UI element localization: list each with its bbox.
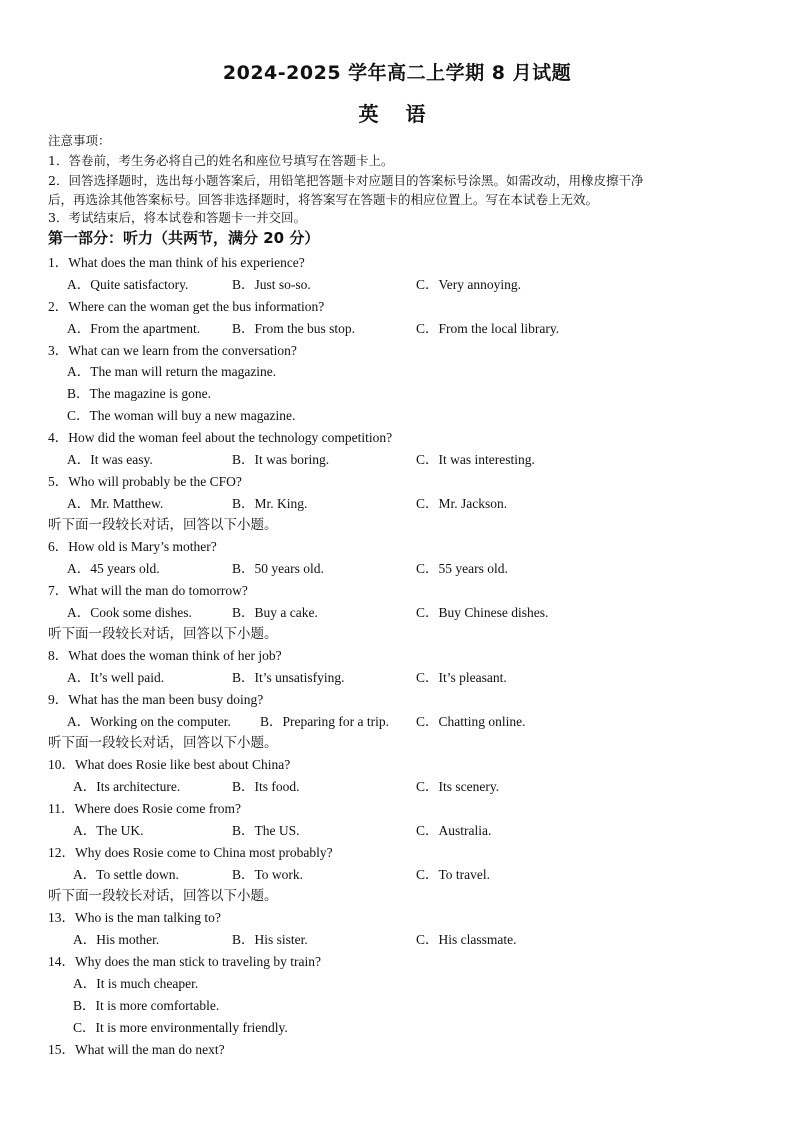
- question-6: 6．How old is Mary’s mother?: [48, 539, 217, 554]
- q3-option-b: B．The magazine is gone.: [67, 386, 211, 401]
- q6-option-b: B．50 years old.: [232, 561, 324, 576]
- notice-heading: 注意事项：: [48, 133, 111, 148]
- q8-option-b: B．It’s unsatisfying.: [232, 670, 345, 685]
- notice-item-3: 3．考试结束后，将本试卷和答题卡一并交回。: [48, 210, 306, 225]
- q9-option-a: A．Working on the computer.: [67, 714, 231, 729]
- q9-option-c: C．Chatting online.: [416, 714, 526, 729]
- q7-option-c: C．Buy Chinese dishes.: [416, 605, 549, 620]
- q7-option-a: A．Cook some dishes.: [67, 605, 192, 620]
- q12-option-c: C．To travel.: [416, 867, 491, 882]
- q5-option-b: B．Mr. King.: [232, 496, 308, 511]
- notice-item-1: 1．答卷前，考生务必将自己的姓名和座位号填写在答题卡上。: [48, 153, 394, 168]
- question-8: 8．What does the woman think of her job?: [48, 648, 282, 663]
- q10-option-b: B．Its food.: [232, 779, 300, 794]
- q1-option-a: A．Quite satisfactory.: [67, 277, 189, 292]
- q4-option-a: A．It was easy.: [67, 452, 153, 467]
- question-2: 2．Where can the woman get the bus information?: [48, 299, 325, 314]
- q10-option-c: C．Its scenery.: [416, 779, 500, 794]
- question-4: 4．How did the woman feel about the technology competition?: [48, 430, 393, 445]
- q14-option-a: A．It is much cheaper.: [73, 976, 199, 991]
- q1-option-b: B．Just so-so.: [232, 277, 311, 292]
- q14-option-b: B．It is more comfortable.: [73, 998, 220, 1013]
- q11-option-a: A．The UK.: [73, 823, 144, 838]
- q3-option-c: C．The woman will buy a new magazine.: [67, 408, 296, 423]
- notice-item-2: 2．回答选择题时，选出每小题答案后，用铅笔把答题卡对应题目的答案标号涂黑。如需改动，用橡皮擦干净: [48, 173, 644, 188]
- question-12: 12．Why does Rosie come to China most probably?: [48, 845, 333, 860]
- section-note: 听下面一段较长对话，回答以下小题。: [48, 735, 278, 751]
- q9-option-b: B．Preparing for a trip.: [260, 714, 389, 729]
- section-note: 听下面一段较长对话，回答以下小题。: [48, 626, 278, 642]
- q5-option-a: A．Mr. Matthew.: [67, 496, 164, 511]
- q2-option-b: B．From the bus stop.: [232, 321, 356, 336]
- q8-option-c: C．It’s pleasant.: [416, 670, 507, 685]
- q2-option-a: A．From the apartment.: [67, 321, 201, 336]
- question-3: 3．What can we learn from the conversation?: [48, 343, 297, 358]
- q1-option-c: C．Very annoying.: [416, 277, 521, 292]
- subject-title: 英 语: [358, 102, 436, 126]
- part-one-title: 第一部分：听力（共两节，满分 20 分）: [48, 229, 320, 247]
- question-10: 10．What does Rosie like best about China?: [48, 757, 291, 772]
- section-note: 听下面一段较长对话，回答以下小题。: [48, 517, 278, 533]
- exam-title: 2024-2025 学年高二上学期 8 月试题: [222, 62, 572, 84]
- question-11: 11．Where does Rosie come from?: [48, 801, 241, 816]
- q13-option-a: A．His mother.: [73, 932, 160, 947]
- q8-option-a: A．It’s well paid.: [67, 670, 165, 685]
- question-1: 1．What does the man think of his experience?: [48, 255, 305, 270]
- q6-option-c: C．55 years old.: [416, 561, 508, 576]
- q4-option-c: C．It was interesting.: [416, 452, 535, 467]
- q13-option-b: B．His sister.: [232, 932, 308, 947]
- question-5: 5．Who will probably be the CFO?: [48, 474, 242, 489]
- q6-option-a: A．45 years old.: [67, 561, 160, 576]
- question-14: 14．Why does the man stick to traveling by train?: [48, 954, 321, 969]
- q13-option-c: C．His classmate.: [416, 932, 517, 947]
- question-7: 7．What will the man do tomorrow?: [48, 583, 248, 598]
- notice-item-2-cont: 后，再选涂其他答案标号。回答非选择题时，将答案写在答题卡的相应位置上。写在本试卷上无效。: [48, 192, 599, 207]
- q11-option-c: C．Australia.: [416, 823, 492, 838]
- q10-option-a: A．Its architecture.: [73, 779, 181, 794]
- q12-option-a: A．To settle down.: [73, 867, 179, 882]
- q11-option-b: B．The US.: [232, 823, 300, 838]
- q4-option-b: B．It was boring.: [232, 452, 330, 467]
- question-13: 13．Who is the man talking to?: [48, 910, 221, 925]
- q5-option-c: C．Mr. Jackson.: [416, 496, 508, 511]
- question-15: 15．What will the man do next?: [48, 1042, 225, 1057]
- q3-option-a: A．The man will return the magazine.: [67, 364, 277, 379]
- q14-option-c: C．It is more environmentally friendly.: [73, 1020, 288, 1035]
- q7-option-b: B．Buy a cake.: [232, 605, 318, 620]
- q12-option-b: B．To work.: [232, 867, 304, 882]
- question-9: 9．What has the man been busy doing?: [48, 692, 264, 707]
- q2-option-c: C．From the local library.: [416, 321, 560, 336]
- section-note: 听下面一段较长对话，回答以下小题。: [48, 888, 278, 904]
